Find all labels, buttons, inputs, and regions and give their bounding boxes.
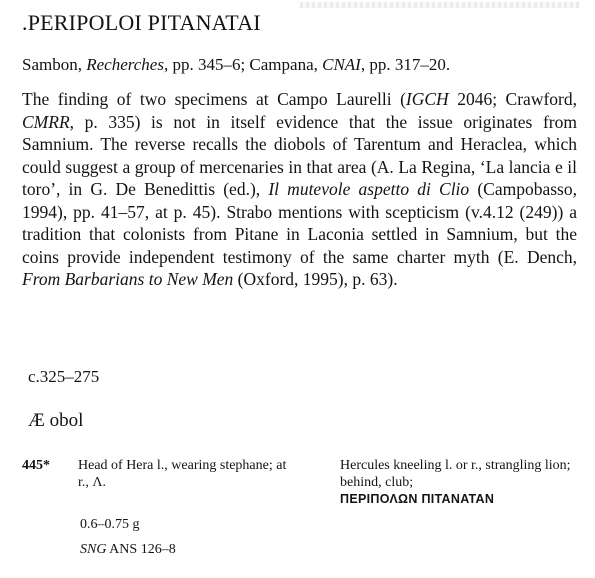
- ref-text: Sambon,: [22, 55, 87, 74]
- reverse-description: [340, 457, 580, 508]
- entry-number: 445*: [22, 458, 50, 473]
- reverse-text: Hercules kneeling l. or r., strangling lion; behind, club;: [340, 458, 571, 490]
- sng-detail: ANS 126–8: [106, 542, 176, 557]
- commentary-paragraph: [22, 88, 577, 291]
- obverse-description: Head of Hera l., wearing stephane; at r., Ʌ.: [78, 458, 287, 490]
- ref-text: , pp. 317–20.: [360, 55, 451, 74]
- paragraph-italic: From Barbarians to New Men: [22, 269, 234, 289]
- ref-title: CNAI: [322, 55, 361, 74]
- sng-abbreviation: SNG: [80, 542, 107, 557]
- paragraph-text: 2046; Crawford,: [448, 89, 577, 109]
- denomination: Æ obol: [28, 410, 84, 431]
- paragraph-italic: Il mutevole aspetto di Clio: [268, 179, 470, 199]
- section-heading: .PERIPOLOI PITANATAI: [22, 10, 261, 35]
- ref-title: Recherches: [86, 55, 164, 74]
- faint-watermark: [300, 2, 580, 8]
- paragraph-text: , p. 335) is not in itself evidence that the issue originates from Samnium. The reverse recalls the diobols of Tarentum and Heraclea, which could suggest a group of mercenaries in that area (A. La Regina, ‘La lancia e il toro’, in G. De Benedittis (ed.),: [22, 111, 577, 199]
- paragraph-italic: CMRR: [22, 111, 70, 132]
- paragraph-text: The finding of two specimens at Campo Laurelli (: [22, 89, 406, 109]
- date-range: c.325–275: [28, 367, 100, 386]
- bibliography-references: [22, 54, 582, 76]
- paragraph-italic: IGCH: [405, 89, 449, 109]
- paragraph-text: (Campobasso, 1994), pp. 41–57, at p. 45). Strabo mentions with scepticism (v.4.12 (249)) a tradition that colonists from Pitane in Laconia settled in Samnium, but the coins provide independent testimony of the same charter myth (E. Dench,: [22, 179, 577, 267]
- greek-legend: ΠΕΡΙΠΟΛΩΝ ΠΙΤΑΝΑΤΑΝ: [340, 492, 495, 506]
- weight-range: 0.6–0.75 g: [80, 517, 140, 532]
- paragraph-text: (Oxford, 1995), p. 63).: [233, 269, 398, 289]
- sng-reference: [80, 542, 176, 558]
- ref-text: , pp. 345–6; Campana,: [163, 55, 323, 74]
